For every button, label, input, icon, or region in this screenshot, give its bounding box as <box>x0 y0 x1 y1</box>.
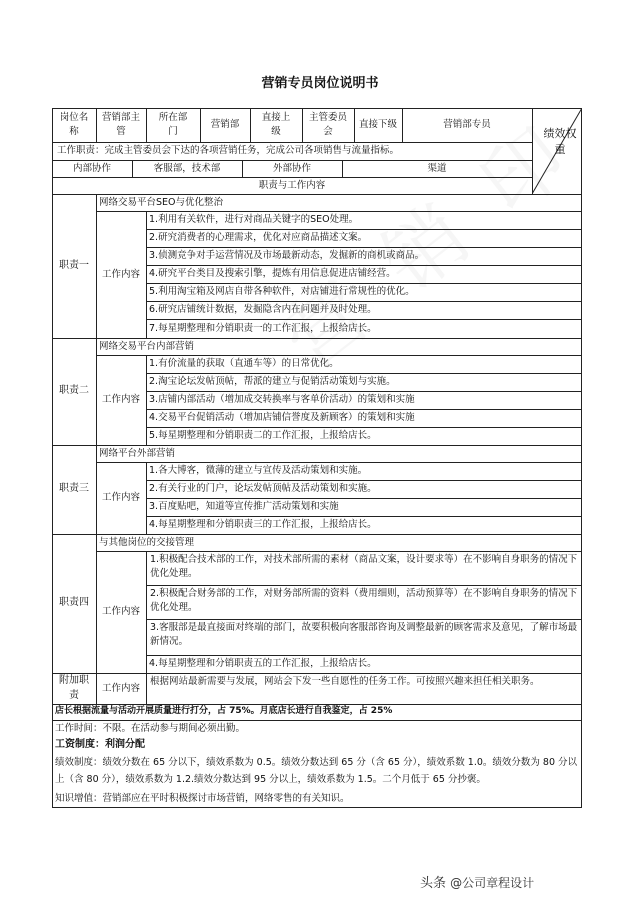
duty-3-item: 2.有关行业的门户，论坛发帖顶帖及活动策划和实施。 <box>149 483 377 495</box>
duty-1-item: 5.利用淘宝箱及网店自带各种软件，对店铺进行常规性的优化。 <box>149 286 415 298</box>
post-value: 营销部主管 <box>101 112 140 137</box>
duty-2-item: 1.有价流量的获取（直通车等）的日常优化。 <box>149 358 339 370</box>
extra-duty-text: 根据网站最新需要与发展，网站会下发一些自愿性的任务工作。可按照兴趣来担任相关职务。 <box>150 676 540 687</box>
superior-value: 主管委员会 <box>308 112 347 137</box>
superior-label: 直接上级 <box>261 112 291 137</box>
duty-2-item: 4.交易平台促销活动（增加店铺信誉度及新顾客）的策划和实施 <box>149 412 415 424</box>
job-summary: 工作职责：完成主管委员会下达的各项营销任务，完成公司各项销售与流量指标。 <box>57 145 400 157</box>
job-description-table <box>52 108 582 808</box>
duty-1-item: 4.研究平台类目及搜索引擎，提炼有用信息促进店铺经营。 <box>149 268 396 280</box>
dept-label: 所在部门 <box>158 112 188 137</box>
duty-2-item: 5.每星期整理和分销职责二的工作汇报，上报给店长。 <box>149 430 377 442</box>
internal-collab-value: 客服部，技术部 <box>153 162 221 174</box>
work-time: 工作时间：不限。在活动参与期间必须出勤。 <box>55 723 246 735</box>
duty-3-title: 网络平台外部营销 <box>99 447 176 459</box>
section-heading: 职责与工作内容 <box>258 179 326 191</box>
duty-1-title: 网络交易平台SEO与优化整治 <box>99 196 224 208</box>
extra-duty-label: 附加职责 <box>59 675 89 701</box>
duty-4-content-label: 工作内容 <box>101 606 140 618</box>
duty-3-content-label: 工作内容 <box>101 492 140 504</box>
external-collab-label: 外部协作 <box>272 162 311 174</box>
kpi-weight-label: 绩效权重 <box>543 127 577 156</box>
duty-1-item: 2.研究消费者的心理需求，优化对应商品描述文案。 <box>149 232 368 244</box>
account-label: @公司章程设计 <box>450 876 535 890</box>
footer-watermark <box>420 872 534 891</box>
duty-4-item: 3.客服部是最直接面对终端的部门，故要积极向客服部咨询及调整最新的顾客需求及意见，了解市场最新情况。 <box>150 622 578 647</box>
dept-value: 营销部 <box>210 119 240 131</box>
external-collab-value: 渠道 <box>427 162 447 174</box>
duty-4-item: 2.积极配合财务部的工作，对财务部所需的资料（费用细则，活动预算等）在不影响自身职务的情况下优化处理。 <box>150 588 578 613</box>
duty-2-label: 职责二 <box>59 385 89 397</box>
page-title: 营销专员岗位说明书 <box>261 76 379 91</box>
duty-1-item: 7.每星期整理和分销职责一的工作汇报，上报给店长。 <box>149 322 377 334</box>
duty-3-item: 1.各大博客，微薄的建立与宣传及活动策划和实施。 <box>149 465 368 477</box>
duty-1-item: 3.侦测竞争对手运营情况及市场最新动态，发掘新的商机或商品。 <box>149 250 425 262</box>
duty-2-content-label: 工作内容 <box>101 394 140 406</box>
duty-2-item: 2.淘宝论坛发帖顶帖，帮派的建立与促销活动策划与实施。 <box>149 376 396 388</box>
duty-3-label: 职责三 <box>59 483 89 495</box>
extra-content-label: 工作内容 <box>101 682 140 694</box>
subordinate-label: 直接下级 <box>358 119 397 131</box>
duty-2-title: 网络交易平台内部营销 <box>99 340 195 352</box>
duty-4-title: 与其他岗位的交接管理 <box>99 536 195 548</box>
duty-3-item: 3.百度贴吧，知道等宣传推广活动策划和实施 <box>149 501 339 513</box>
internal-collab-label: 内部协作 <box>72 162 111 174</box>
duty-4-label: 职责四 <box>59 597 89 609</box>
salary-text: 绩效制度：绩效分数在 65 分以下，绩效系数为 0.5。绩效分数达到 65 分（含 65 分），绩效系数 1.0。绩效分数为 80 分以上（含 80 分），绩效系数为 1.2.绩效分数达到 95 分以上，绩效系数为 1.5。二个月低于 65 分抄褒。 <box>55 757 578 785</box>
duty-4-item: 1.积极配合技术部的工作，对技术部所需的素材（商品文案，设计要求等）在不影响自身职务的情况下优化处理。 <box>150 554 578 579</box>
duty-3-item: 4.每星期整理和分销职责三的工作汇报，上报给店长。 <box>149 519 377 531</box>
duty-1-label: 职责一 <box>59 259 89 271</box>
duty-1-content-label: 工作内容 <box>101 268 140 280</box>
duty-2-item: 3.店铺内部活动（增加成交转换率与客单价活动）的策划和实施 <box>149 394 415 406</box>
post-label: 岗位名称 <box>59 112 89 137</box>
knowledge-text: 知识增值：营销部应在平时积极探讨市场营销，网络零售的有关知识。 <box>55 792 350 804</box>
duty-1-item: 1.利用有关软件，进行对商品关键字的SEO处理。 <box>149 214 359 226</box>
brand-label: 头条 <box>420 876 447 891</box>
subordinate-value: 营销部专员 <box>443 119 491 131</box>
evaluation-rule: 店长根据流量与活动开展质量进行打分，占 75%。月底店长进行自我鉴定，占 25% <box>55 706 393 717</box>
salary-heading: 工资制度：利润分配 <box>55 739 145 751</box>
duty-1-item: 6.研究店铺统计数据，发掘隐含内在问题并及时处理。 <box>149 304 377 316</box>
duty-4-item: 4.每星期整理和分销职责五的工作汇报，上报给店长。 <box>149 658 377 670</box>
